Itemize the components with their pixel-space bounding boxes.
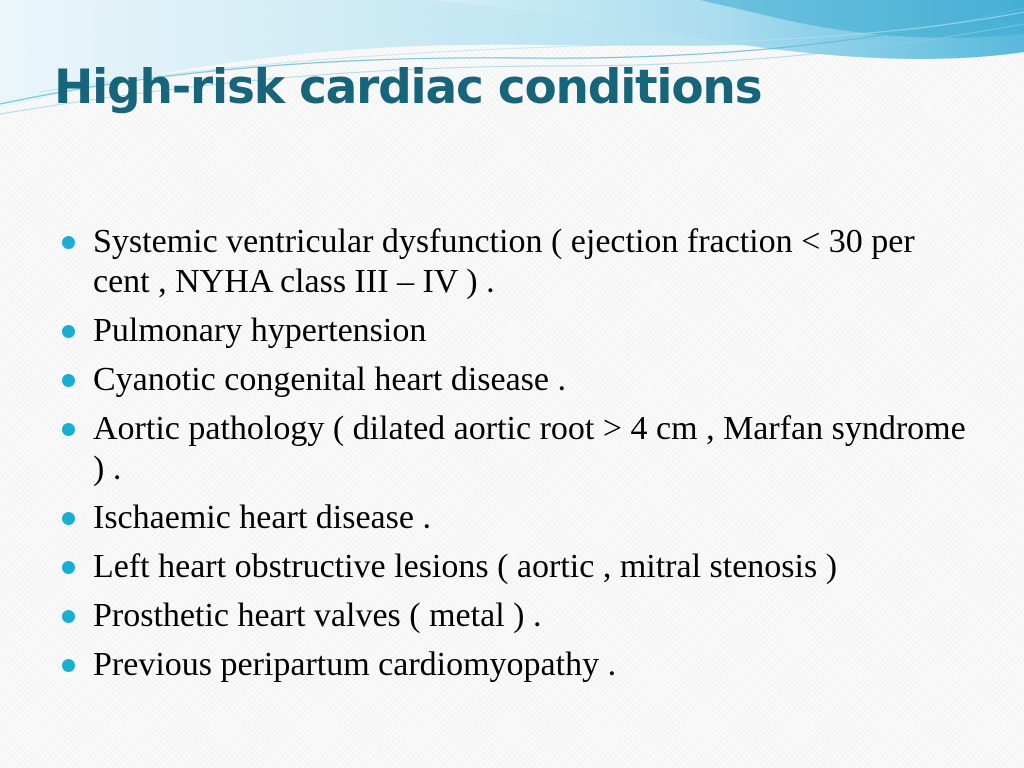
bullet-list — [62, 222, 972, 694]
list-item-text: Previous peripartum cardiomyopathy . — [93, 646, 617, 683]
list-item-text: Systemic ventricular dysfunction ( ejection fraction < 30 per cent , NYHA class III – IV ) . — [93, 223, 915, 300]
list-item — [62, 409, 972, 489]
list-item — [62, 596, 972, 636]
list-item-text: Left heart obstructive lesions ( aortic , mitral stenosis ) — [93, 548, 838, 585]
slide-title: High-risk cardiac conditions — [54, 60, 762, 115]
bullet-dot-icon — [62, 610, 75, 623]
list-item — [62, 547, 972, 587]
bullet-dot-icon — [62, 374, 75, 387]
list-item — [62, 498, 972, 538]
list-item-text: Cyanotic congenital heart disease . — [93, 361, 566, 398]
list-item-text: Prosthetic heart valves ( metal ) . — [93, 597, 542, 634]
list-item-text: Aortic pathology ( dilated aortic root > 4 cm , Marfan syndrome ) . — [93, 410, 966, 487]
list-item-text: Pulmonary hypertension — [93, 312, 427, 349]
list-item-text: Ischaemic heart disease . — [93, 499, 431, 536]
bullet-dot-icon — [62, 423, 75, 436]
bullet-dot-icon — [62, 561, 75, 574]
list-item — [62, 311, 972, 351]
bullet-dot-icon — [62, 512, 75, 525]
bullet-dot-icon — [62, 659, 75, 672]
list-item — [62, 222, 972, 302]
list-item — [62, 360, 972, 400]
bullet-dot-icon — [62, 325, 75, 338]
bullet-dot-icon — [62, 236, 75, 249]
list-item — [62, 645, 972, 685]
